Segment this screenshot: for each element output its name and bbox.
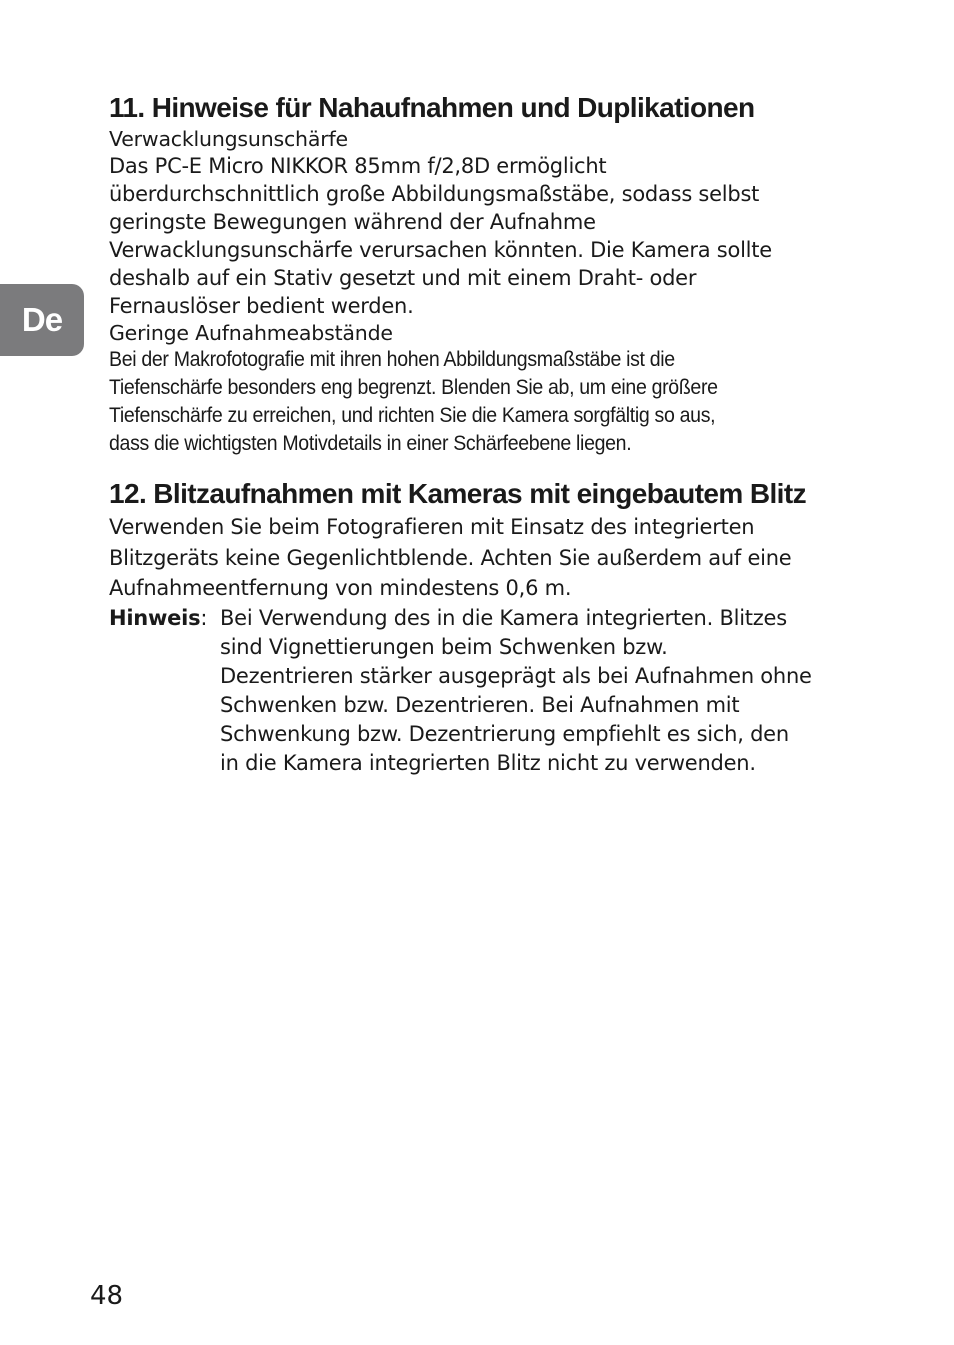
subheading-aufnahmeabstaende: Geringe Aufnahmeabstände	[109, 321, 393, 345]
text-line: Schwenken bzw. Dezentrieren. Bei Aufnahmen mit	[220, 692, 740, 717]
paragraph-blitz	[109, 512, 854, 604]
text-line: Verwenden Sie beim Fotografieren mit Einsatz des integrierten	[109, 515, 755, 539]
paragraph-aufnahmeabstaende	[109, 346, 857, 458]
page-content	[109, 90, 854, 778]
note-colon: :	[200, 605, 208, 630]
text-line: Verwacklungsunschärfe verursachen könnten. Die Kamera sollte	[109, 238, 772, 262]
note-label	[109, 604, 220, 778]
text-line: sind Vignettierungen beim Schwenken bzw.	[220, 634, 668, 659]
language-tab: De	[0, 284, 84, 356]
text-line: dass die wichtigsten Motivdetails in einer Schärfeebene liegen.	[109, 432, 632, 455]
note-text	[220, 604, 854, 778]
text-line: geringste Bewegungen während der Aufnahme	[109, 210, 596, 234]
section-12	[109, 476, 854, 778]
note-label-text: Hinweis	[109, 605, 201, 630]
text-line: Blitzgeräts keine Gegenlichtblende. Achten Sie außerdem auf eine	[109, 545, 792, 570]
section-11-title: 11. Hinweise für Nahaufnahmen und Duplikationen	[109, 92, 755, 123]
text-line: überdurchschnittlich große Abbildungsmaßstäbe, sodass selbst	[109, 182, 760, 206]
note-hinweis	[109, 604, 854, 778]
text-line: Tiefenschärfe zu erreichen, und richten Sie die Kamera sorgfältig so aus,	[109, 404, 716, 427]
text-line: Tiefenschärfe besonders eng begrenzt. Blenden Sie ab, um eine größere	[109, 376, 718, 399]
text-line: Dezentrieren stärker ausgeprägt als bei Aufnahmen ohne	[220, 663, 812, 688]
subheading-verwacklung: Verwacklungsunschärfe	[109, 127, 348, 151]
text-line: Fernauslöser bedient werden.	[109, 294, 414, 318]
section-12-title: 12. Blitzaufnahmen mit Kameras mit eingebautem Blitz	[109, 478, 806, 509]
text-line: Aufnahmeentfernung von mindestens 0,6 m.	[109, 576, 572, 600]
text-line: in die Kamera integrierten Blitz nicht zu verwenden.	[220, 750, 756, 775]
text-line: Bei der Makrofotografie mit ihren hohen Abbildungsmaßstäbe ist die	[109, 348, 675, 371]
text-line: deshalb auf ein Stativ gesetzt und mit einem Draht- oder	[109, 266, 697, 290]
text-line: Schwenkung bzw. Dezentrierung empfiehlt es sich, den	[220, 721, 789, 746]
paragraph-verwacklung	[109, 152, 854, 320]
page-number: 48	[90, 1281, 124, 1311]
text-line: Das PC-E Micro NIKKOR 85mm f/2,8D ermöglicht	[109, 154, 607, 178]
text-line: Bei Verwendung des in die Kamera integrierten. Blitzes	[220, 605, 787, 630]
